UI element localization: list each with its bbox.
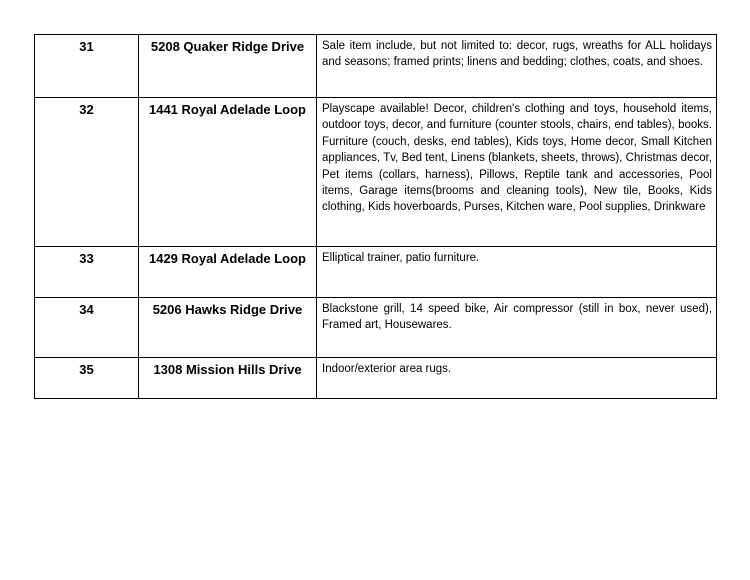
sale-address: 5208 Quaker Ridge Drive [139, 35, 317, 98]
sale-items: Elliptical trainer, patio furniture. [317, 247, 717, 298]
table-row [35, 358, 717, 399]
sale-address: 1429 Royal Adelade Loop [139, 247, 317, 298]
sale-address: 5206 Hawks Ridge Drive [139, 298, 317, 358]
sale-address: 1441 Royal Adelade Loop [139, 98, 317, 247]
sale-items: Playscape available! Decor, children's clothing and toys, household items, outdoor toys, decor, and furniture (counter stools, chairs, end tables), books. Furniture (couch, desks, end tables), Kids toys, Home decor, Small Kitchen appliances, Tv, Bed tent, Linens (blankets, sheets, throws), Christmas decor, Pet items (collars, harness), Pillows, Reptile tank and accessories, Pool items, Garage items(brooms and cleaning tools), New tile, Books, Kids clothing, Kids hoverboards, Purses, Kitchen ware, Pool supplies, Drinkware [317, 98, 717, 247]
table-row [35, 247, 717, 298]
sale-items: Indoor/exterior area rugs. [317, 358, 717, 399]
table-row [35, 35, 717, 98]
sale-number: 32 [35, 98, 139, 247]
sale-number: 33 [35, 247, 139, 298]
table-row [35, 98, 717, 247]
sale-items: Sale item include, but not limited to: decor, rugs, wreaths for ALL holidays and seasons; framed prints; linens and bedding; clothes, coats, and shoes. [317, 35, 717, 98]
sale-items: Blackstone grill, 14 speed bike, Air compressor (still in box, never used), Framed art, Housewares. [317, 298, 717, 358]
sale-number: 35 [35, 358, 139, 399]
sale-number: 31 [35, 35, 139, 98]
sale-address: 1308 Mission Hills Drive [139, 358, 317, 399]
garage-sale-table [34, 34, 717, 399]
sale-number: 34 [35, 298, 139, 358]
table-row [35, 298, 717, 358]
